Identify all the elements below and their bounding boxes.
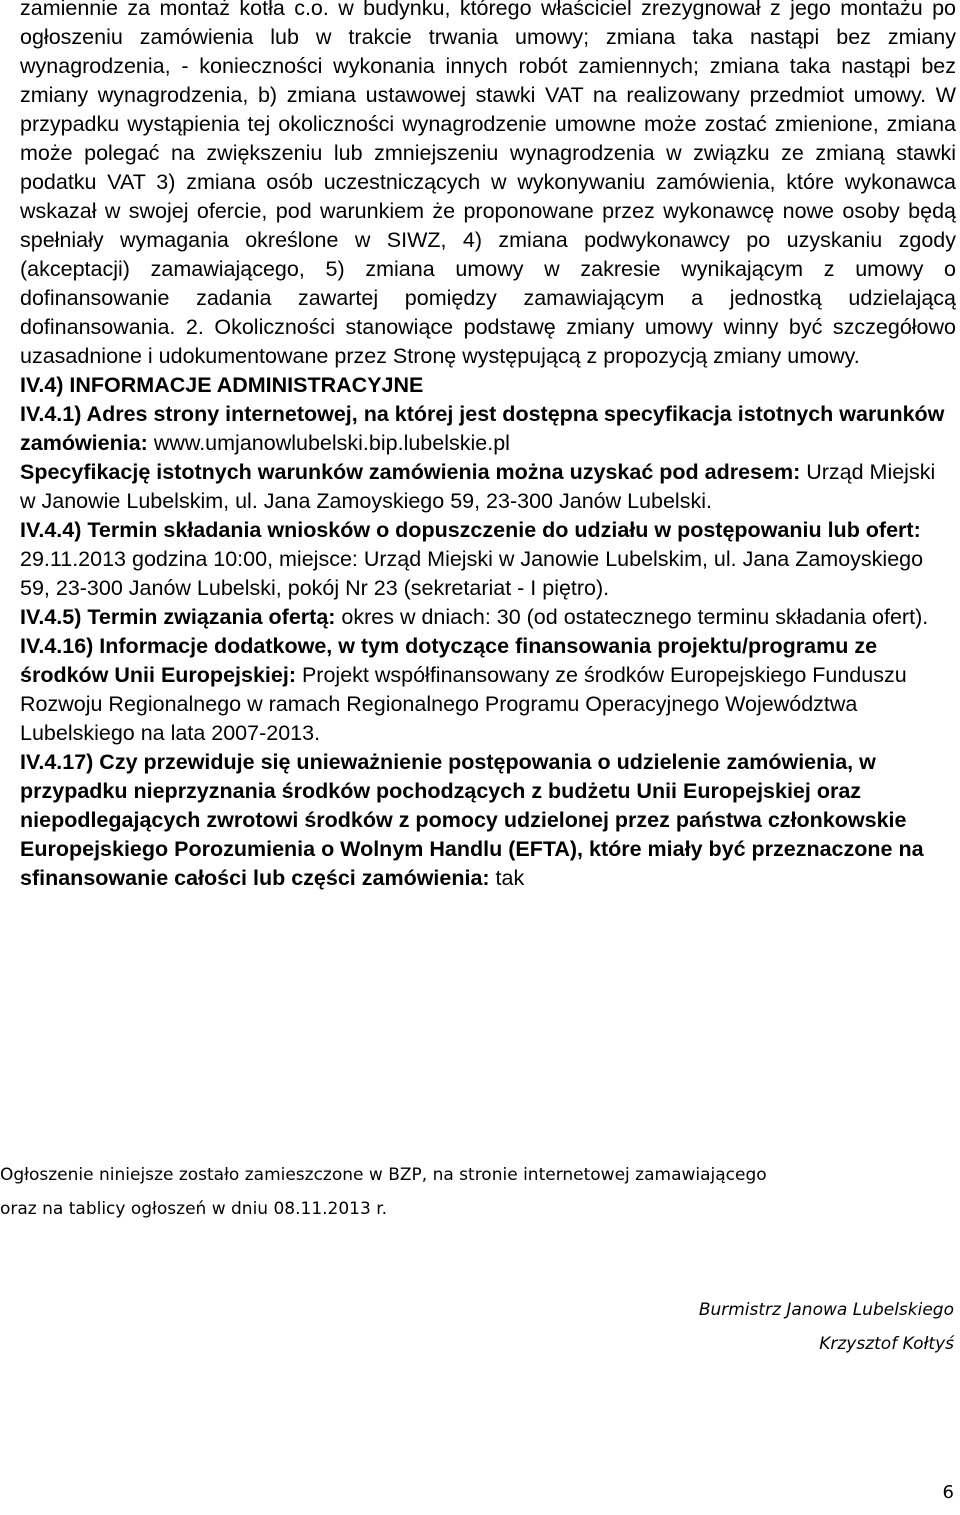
body-paragraph: zamiennie za montaż kotła c.o. w budynku, którego właściciel zrezygnował z jego montażu po ogłoszeniu zamówienia lub w trakcie trwania umowy; zmiana taka nastąpi bez zmiany wynagrodzenia, - konieczności wykonania innych robót zamiennych; zmiana taka nastąpi bez zmiany wynagrodzenia, b) zmiana ustawowej stawki VAT na realizowany przedmiot umowy. W przypadku wystąpienia tej okoliczności wynagrodzenie umowne może zostać zmienione, zmiana może polegać na zwiększeniu lub zmniejszeniu wynagrodzenia w związku ze zmianą stawki podatku VAT 3) zmiana osób uczestniczących w wykonywaniu zamówienia, które wykonawca wskazał w swojej ofercie, pod warunkiem że proponowane przez wykonawcę nowe osoby będą spełniały wymagania określone w SIWZ, 4) zmiana podwykonawcy po uzyskaniu zgody (akceptacji) zamawiającego, 5) zmiana umowy w zakresie wynikającym z umowy o dofinansowanie zadania zawartej pomiędzy zamawiającym a jednostką udzielającą dofinansowania. 2. Okoliczności stanowiące podstawę zmiany umowy winny być szczegółowo uzasadnione i udokumentowane przez Stronę występującą z propozycją zmiany umowy. xyxy=(20,0,956,368)
binding-value: okres w dniach: 30 (od ostatecznego terminu składania ofert). xyxy=(335,605,929,629)
deadline-label: IV.4.4) Termin składania wniosków o dopuszczenie do udziału w postępowaniu lub ofert: xyxy=(20,518,921,542)
additional-value: Projekt współfinansowany ze środków Europejskiego Funduszu Rozwoju Regionalnego w ramach Regionalnego Programu Operacyjnego Województwa Lubelskiego na lata 2007-2013. xyxy=(20,663,907,745)
spec-address: Urząd Miejski w Janowie Lubelskim, ul. Jana Zamoyskiego 59, 23-300 Janów Lubelski. xyxy=(20,460,936,513)
additional-item xyxy=(20,632,956,748)
publication-notice xyxy=(0,1158,960,1226)
website-item xyxy=(20,400,956,458)
notice-line-1: Ogłoszenie niniejsze zostało zamieszczone w BZP, na stronie internetowej zamawiającego xyxy=(0,1165,767,1185)
binding-label: IV.4.5) Termin związania ofertą: xyxy=(20,605,336,629)
notice-line-2: oraz na tablicy ogłoszeń w dniu 08.11.2013 r. xyxy=(0,1199,388,1219)
section-heading xyxy=(20,371,956,400)
additional-label: IV.4.16) Informacje dodatkowe, w tym dotyczące finansowania projektu/programu ze środków Unii Europejskiej: xyxy=(20,634,878,687)
website-url: www.umjanowlubelski.bip.lubelskie.pl xyxy=(147,431,510,455)
cancellation-item xyxy=(20,748,956,893)
deadline-value: 29.11.2013 godzina 10:00, miejsce: Urząd Miejski w Janowie Lubelskim, ul. Jana Zamoyskiego 59, 23-300 Janów Lubelski, pokój Nr 23 (sekretariat - I piętro). xyxy=(20,547,924,600)
deadline-item xyxy=(20,516,956,603)
spec-item xyxy=(20,458,956,516)
spec-label: Specyfikację istotnych warunków zamówienia można uzyskać pod adresem: xyxy=(20,460,801,484)
section-heading-text: IV.4) INFORMACJE ADMINISTRACYJNE xyxy=(20,373,424,397)
document-page xyxy=(20,0,956,893)
page-number: 6 xyxy=(942,1482,954,1503)
website-label: IV.4.1) Adres strony internetowej, na której jest dostępna specyfikacja istotnych warunków zamówienia: xyxy=(20,402,945,455)
binding-item xyxy=(20,603,956,632)
signature-name: Krzysztof Kołtyś xyxy=(819,1334,954,1354)
signature-title: Burmistrz Janowa Lubelskiego xyxy=(698,1300,954,1320)
signature-block xyxy=(699,1293,954,1361)
cancellation-label: IV.4.17) Czy przewiduje się unieważnienie postępowania o udzielenie zamówienia, w przypadku nieprzyznania środków pochodzących z budżetu Unii Europejskiej oraz niepodlegających zwrotowi środków z pomocy udzielonej przez państwa członkowskie Europejskiego Porozumienia o Wolnym Handlu (EFTA), które miały być przeznaczone na sfinansowanie całości lub części zamówienia: xyxy=(20,750,924,890)
cancellation-value: tak xyxy=(489,866,525,890)
